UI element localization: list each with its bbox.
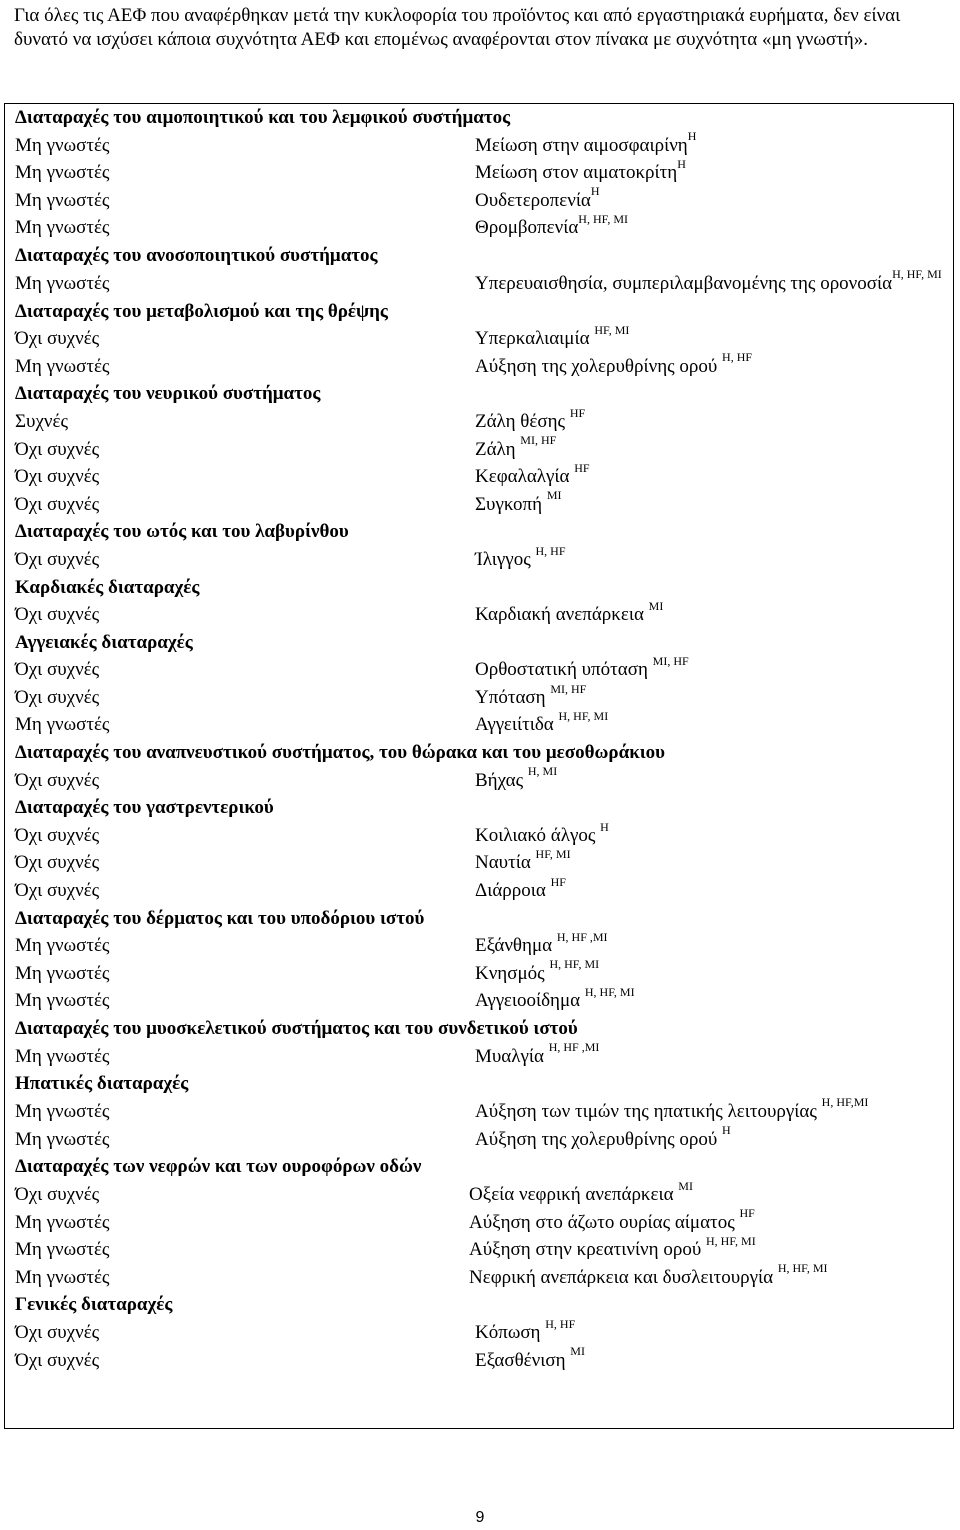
adverse-effect-text: Κνησμός [475, 962, 550, 984]
adverse-effect-cell [475, 711, 953, 739]
source-superscript: H [722, 1123, 731, 1138]
section-heading [5, 380, 953, 408]
source-superscript: MI [570, 1344, 585, 1359]
frequency-cell: Μη γνωστές [15, 1239, 110, 1261]
source-superscript: MI, HF [520, 433, 557, 448]
table-row [5, 874, 953, 905]
section-heading-text: Διαταραχές του ανοσοποιητικού συστήματος [15, 244, 378, 266]
section-heading-text: Καρδιακές διαταραχές [15, 576, 200, 598]
source-superscript: H, HF, MI [584, 985, 635, 1000]
source-superscript: HF [550, 874, 566, 889]
adverse-effect-cell [475, 350, 953, 381]
adverse-effect-cell [475, 987, 953, 1015]
table-row [5, 433, 953, 464]
frequency-cell: Όχι συχνές [15, 548, 100, 570]
source-superscript: H [687, 129, 697, 144]
frequency-cell: Όχι συχνές [15, 1349, 100, 1371]
table-row [5, 1261, 953, 1292]
adverse-effect-text: Ζάλη θέσης [475, 410, 570, 432]
adverse-effect-cell [475, 214, 953, 242]
source-superscript: H [590, 184, 600, 199]
source-superscript: HF [574, 460, 590, 475]
adverse-effect-cell [469, 1261, 953, 1292]
section-heading [5, 794, 953, 822]
adverse-effect-text: Μείωση στον αιματοκρίτη [475, 162, 678, 184]
frequency-cell: Όχι συχνές [15, 1183, 100, 1205]
source-superscript: MI, HF [550, 681, 587, 696]
adverse-effect-cell [475, 1344, 953, 1375]
adverse-effect-cell [475, 433, 953, 464]
intro-paragraph: Για όλες τις ΑΕΦ που αναφέρθηκαν μετά την κυκλοφορία του προϊόντος και από εργαστηριακά ευρήματα, δεν είναι δυνατό να ισχύσει κάποια συχνότητα ΑΕΦ και επομένως αναφέρονται στον πίνακα με συχνότητα «μη γνωστή». [14, 5, 901, 50]
frequency-cell: Μη γνωστές [15, 1100, 110, 1122]
adverse-effect-text: Κεφαλαλγία [475, 466, 575, 488]
section-heading [5, 104, 953, 132]
section-heading-text: Διαταραχές του μυοσκελετικού συστήματος και του συνδετικού ιστού [15, 1018, 578, 1039]
table-row [5, 929, 953, 960]
source-superscript: H, HF,MI [821, 1095, 869, 1110]
table-row [5, 184, 953, 215]
adverse-effect-text: Κοιλιακό άλγος [475, 824, 601, 846]
table-row [5, 681, 953, 712]
table-row [5, 1040, 953, 1071]
adverse-effect-text: Ναυτία [475, 852, 536, 874]
frequency-cell: Όχι συχνές [15, 824, 100, 846]
source-superscript: HF [739, 1206, 755, 1221]
table-row [5, 488, 953, 519]
section-heading-text: Διαταραχές των νεφρών και των ουροφόρων οδών [15, 1156, 422, 1178]
adverse-effect-cell [475, 267, 953, 295]
adverse-effect-cell [475, 681, 953, 712]
table-row [5, 460, 953, 491]
adverse-effect-cell [475, 543, 953, 574]
adverse-effect-text: Βήχας [475, 769, 528, 791]
frequency-cell: Όχι συχνές [15, 438, 100, 460]
section-heading [5, 574, 953, 602]
frequency-cell: Όχι συχνές [15, 1321, 100, 1343]
adverse-effect-text: Αύξηση στην κρεατινίνη ορού [469, 1239, 706, 1261]
frequency-cell: Μη γνωστές [15, 990, 110, 1012]
table-row [5, 1316, 953, 1347]
section-heading-text: Διαταραχές του μεταβολισμού και της θρέψης [15, 300, 388, 322]
adverse-effect-text: Αύξηση των τιμών της ηπατικής λειτουργίας [475, 1100, 822, 1122]
frequency-cell: Μη γνωστές [15, 162, 110, 184]
adverse-effect-cell [475, 653, 953, 684]
source-superscript: MI [546, 488, 562, 503]
adverse-effect-cell [475, 598, 953, 629]
section-heading [5, 629, 953, 657]
frequency-cell: Μη γνωστές [15, 134, 110, 156]
frequency-cell: Συχνές [15, 410, 68, 432]
table-row [5, 819, 953, 850]
source-superscript: MI, HF [652, 653, 689, 668]
section-heading-text: Διαταραχές του αιμοποιητικού και του λεμφικού συστήματος [15, 107, 511, 128]
section-heading [5, 242, 953, 270]
table-row [5, 1123, 953, 1154]
source-superscript: H, HF ,MI [548, 1040, 600, 1055]
table-row [5, 156, 953, 187]
source-superscript: HF [569, 405, 586, 420]
adverse-effect-text: Οξεία νεφρική ανεπάρκεια [469, 1183, 679, 1205]
source-superscript: H, HF [722, 350, 753, 365]
source-superscript: H, HF, MI [777, 1261, 828, 1276]
source-superscript: HF, MI [535, 847, 571, 862]
section-heading [5, 905, 953, 933]
adverse-effect-cell [469, 1206, 953, 1237]
frequency-cell: Μη γνωστές [15, 935, 110, 957]
adverse-reactions-table [4, 103, 954, 1429]
frequency-cell: Μη γνωστές [15, 189, 110, 211]
table-row [5, 267, 953, 298]
frequency-cell: Όχι συχνές [15, 493, 100, 515]
adverse-effect-text: Εξασθένιση [475, 1349, 571, 1371]
table-row [5, 214, 953, 242]
section-heading-text: Διαταραχές του δέρματος και του υποδόριου ιστού [15, 907, 425, 929]
section-heading [5, 1070, 953, 1098]
frequency-cell: Μη γνωστές [15, 1211, 110, 1233]
adverse-effect-cell [469, 1233, 953, 1264]
table-row [5, 405, 953, 436]
table-row [5, 543, 953, 574]
adverse-effect-cell [475, 849, 953, 877]
adverse-effect-text: Θρομβοπενία [475, 217, 579, 239]
adverse-effect-text: Αύξηση της χολερυθρίνης ορού [475, 1128, 723, 1150]
frequency-cell: Όχι συχνές [15, 659, 100, 681]
section-heading-text: Αγγειακές διαταραχές [15, 631, 193, 653]
adverse-effect-text: Υπόταση [475, 686, 551, 708]
adverse-effect-cell [475, 929, 953, 960]
adverse-effect-cell [475, 819, 953, 850]
frequency-cell: Μη γνωστές [15, 1266, 110, 1288]
table-row [5, 1206, 953, 1237]
frequency-cell: Όχι συχνές [15, 880, 100, 902]
adverse-effect-text: Καρδιακή ανεπάρκεια [475, 604, 649, 626]
source-superscript: HF, MI [594, 322, 630, 337]
table-row [5, 711, 953, 739]
adverse-effect-cell [475, 874, 953, 905]
table-row [5, 1344, 953, 1375]
adverse-effect-text: Κόπωση [475, 1321, 546, 1343]
frequency-cell: Μη γνωστές [15, 217, 110, 239]
source-superscript: H, HF ,MI [556, 929, 608, 944]
section-heading-text: Διαταραχές του νευρικού συστήματος [15, 383, 321, 405]
adverse-effect-cell [475, 1123, 953, 1154]
adverse-effect-text: Νεφρική ανεπάρκεια και δυσλειτουργία [469, 1266, 778, 1288]
source-superscript: H, HF, MI [705, 1233, 756, 1248]
section-heading-text: Διαταραχές του γαστρεντερικού [15, 797, 274, 819]
table-row [5, 598, 953, 629]
adverse-effect-cell [475, 184, 953, 215]
table-row [5, 322, 953, 353]
frequency-cell: Μη γνωστές [15, 962, 110, 984]
frequency-cell: Μη γνωστές [15, 272, 110, 294]
adverse-effect-text: Αγγειοοίδημα [475, 990, 585, 1012]
table-row [5, 350, 953, 381]
frequency-cell: Όχι συχνές [15, 686, 100, 708]
frequency-cell: Όχι συχνές [15, 769, 100, 791]
section-heading-text: Ηπατικές διαταραχές [15, 1073, 189, 1095]
adverse-effect-text: Υπερκαλιαιμία [475, 328, 595, 350]
source-superscript: H, HF, MI [549, 957, 600, 972]
adverse-effect-cell [475, 156, 953, 187]
adverse-effect-cell [475, 460, 953, 491]
section-heading [5, 518, 953, 546]
adverse-effect-cell [475, 1040, 953, 1071]
adverse-effect-text: Μυαλγία [475, 1045, 549, 1067]
adverse-effect-text: Ορθοστατική υπόταση [475, 659, 653, 681]
frequency-cell: Όχι συχνές [15, 466, 100, 488]
frequency-cell: Μη γνωστές [15, 714, 110, 736]
table-row [5, 957, 953, 988]
frequency-cell: Μη γνωστές [15, 1128, 110, 1150]
table-row [5, 653, 953, 684]
adverse-effect-text: Ζάλη [475, 438, 521, 460]
source-superscript: MI [648, 598, 664, 613]
source-superscript: H, HF [535, 543, 566, 558]
source-superscript: H, MI [527, 764, 558, 779]
frequency-cell: Μη γνωστές [15, 1045, 110, 1067]
section-heading [5, 298, 953, 326]
adverse-effect-text: Υπερευαισθησία, συμπεριλαμβανομένης της ορονοσία [475, 272, 893, 294]
adverse-effect-cell [475, 764, 953, 795]
adverse-effect-cell [475, 957, 953, 988]
adverse-effect-text: Αύξηση της χολερυθρίνης ορού [475, 355, 723, 377]
source-superscript: H [677, 156, 686, 171]
table-row [5, 849, 953, 877]
adverse-effect-text: Συγκοπή [475, 493, 547, 515]
section-heading-text: Διαταραχές του ωτός και του λαβυρίνθου [15, 521, 349, 543]
adverse-effect-text: Εξάνθημα [475, 935, 557, 957]
frequency-cell: Όχι συχνές [15, 852, 100, 874]
table-row [5, 1233, 953, 1264]
source-superscript: H, HF, MI [892, 267, 942, 282]
adverse-effect-text: Ουδετεροπενία [475, 189, 591, 211]
table-row [5, 1095, 953, 1126]
source-superscript: MI [678, 1178, 693, 1193]
adverse-effect-text: Διάρροια [475, 880, 551, 902]
page-number: 9 [475, 1509, 485, 1526]
frequency-cell: Όχι συχνές [15, 328, 100, 350]
frequency-cell: Μη γνωστές [15, 355, 110, 377]
adverse-effect-text: Αύξηση στο άζωτο ουρίας αίματος [469, 1211, 740, 1233]
source-superscript: H, HF [545, 1316, 576, 1331]
adverse-effect-text: Μείωση στην αιμοσφαιρίνη [475, 134, 688, 156]
source-superscript: H, HF, MI [578, 212, 629, 227]
section-heading [5, 1291, 953, 1319]
adverse-effect-cell [475, 322, 953, 353]
section-heading-text: Διαταραχές του αναπνευστικού συστήματος, του θώρακα και του μεσοθωράκιου [15, 742, 665, 764]
adverse-effect-text: Αγγειίτιδα [475, 714, 559, 736]
section-heading [5, 1153, 953, 1181]
adverse-effect-cell [475, 1316, 953, 1347]
section-heading-text: Γενικές διαταραχές [15, 1294, 173, 1316]
frequency-cell: Όχι συχνές [15, 604, 100, 626]
table-row [5, 764, 953, 795]
source-superscript: H [600, 819, 609, 834]
table-row [5, 129, 953, 160]
adverse-effect-cell [475, 405, 953, 436]
adverse-effect-cell [475, 1095, 953, 1123]
section-heading [5, 1015, 953, 1043]
source-superscript: H, HF, MI [558, 709, 609, 724]
adverse-effect-cell [475, 129, 953, 160]
table-row [5, 1178, 953, 1209]
adverse-effect-text: Ίλιγγος [475, 548, 536, 570]
section-heading [5, 739, 953, 767]
adverse-effect-cell [469, 1178, 953, 1209]
table-row [5, 987, 953, 1015]
adverse-effect-cell [475, 488, 953, 519]
